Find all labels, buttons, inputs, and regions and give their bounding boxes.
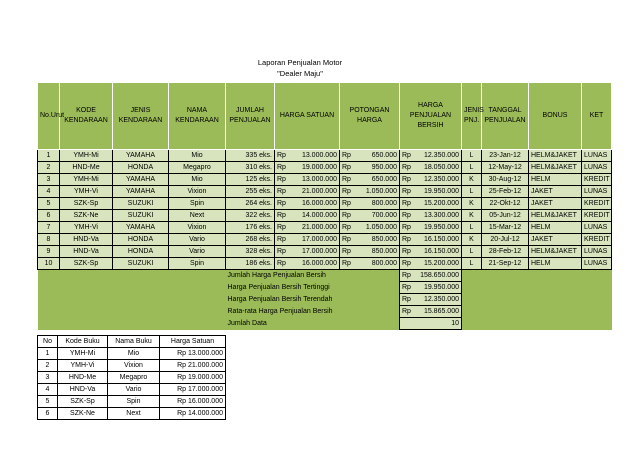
cell-jumlah: 322 eks. <box>226 210 275 222</box>
cell-potongan <box>340 234 400 246</box>
cell-harga-satuan-value: 21.000.000 <box>301 223 337 231</box>
cell-harga-satuan-wrap <box>277 163 337 173</box>
cell-harga-satuan <box>275 258 340 270</box>
buku-cell-no: 2 <box>38 360 58 372</box>
cell-ket: LUNAS <box>582 186 612 198</box>
header-no: No.Urut <box>38 83 60 150</box>
header-potongan: POTONGAN HARGA <box>340 83 400 150</box>
currency-label: Rp <box>342 175 351 183</box>
report-title: Laporan Penjualan Motor <box>257 58 343 67</box>
cell-jumlah: 264 eks. <box>226 198 275 210</box>
currency-label: Rp <box>402 235 411 243</box>
summary-row <box>38 270 612 282</box>
cell-potongan <box>340 186 400 198</box>
table-row <box>38 258 612 270</box>
currency-label: Rp <box>277 235 286 243</box>
cell-harga-bersih-wrap <box>402 223 459 233</box>
cell-potongan-wrap <box>342 223 397 233</box>
cell-no: 1 <box>38 150 60 162</box>
cell-kode: SZK-Sp <box>60 258 113 270</box>
buku-table <box>37 335 226 420</box>
cell-potongan <box>340 150 400 162</box>
cell-tanggal: 20-Jul-12 <box>482 234 529 246</box>
cell-jenis: HONDA <box>113 162 169 174</box>
cell-harga-bersih-value: 12.350.000 <box>423 151 459 159</box>
currency-label: Rp <box>402 295 411 303</box>
buku-cell-no: 4 <box>38 384 58 396</box>
buku-cell-nama: Next <box>108 408 160 420</box>
cell-potongan-wrap <box>342 259 397 269</box>
table-row <box>38 174 612 186</box>
cell-harga-bersih-value: 19.950.000 <box>423 187 459 195</box>
cell-nama: Megapro <box>169 162 226 174</box>
cell-harga-satuan-wrap <box>277 175 337 185</box>
currency-label: Rp <box>342 259 351 267</box>
cell-kode: YMH-Mi <box>60 174 113 186</box>
buku-cell-kode: HND-Me <box>58 372 108 384</box>
cell-harga-bersih-wrap <box>402 199 459 209</box>
header-harga-penjualan: HARGA PENJUALAN BERSIH <box>400 83 462 150</box>
cell-harga-bersih <box>400 162 462 174</box>
buku-cell-no: 3 <box>38 372 58 384</box>
buku-row <box>38 360 226 372</box>
cell-potongan-wrap <box>342 175 397 185</box>
currency-label: Rp <box>342 199 351 207</box>
cell-ket: KREDIT <box>582 198 612 210</box>
cell-harga-satuan-value: 21.000.000 <box>301 187 337 195</box>
cell-bonus: JAKET <box>529 234 582 246</box>
summary-value-value: 12.350.000 <box>423 295 459 303</box>
cell-nama: Next <box>169 210 226 222</box>
header-jenis: JENIS KENDARAAN <box>113 83 169 150</box>
table-header-row <box>38 83 612 150</box>
cell-harga-satuan <box>275 210 340 222</box>
cell-harga-bersih-wrap <box>402 175 459 185</box>
cell-ket: KREDIT <box>582 174 612 186</box>
summary-label: Jumlah Harga Penjualan Bersih <box>226 270 400 282</box>
header-bonus: BONUS <box>529 83 582 150</box>
buku-cell-no: 5 <box>38 396 58 408</box>
cell-no: 10 <box>38 258 60 270</box>
buku-cell-harga: Rp 19.000.000 <box>160 372 226 384</box>
cell-nama: Spin <box>169 198 226 210</box>
cell-harga-bersih <box>400 234 462 246</box>
cell-tanggal: 22-Okt-12 <box>482 198 529 210</box>
cell-harga-satuan-value: 19.000.000 <box>301 163 337 171</box>
currency-label: Rp <box>402 283 411 291</box>
cell-ket: KREDIT <box>582 210 612 222</box>
cell-potongan-value: 650.000 <box>371 151 397 159</box>
cell-bonus: HELM <box>529 258 582 270</box>
cell-no: 3 <box>38 174 60 186</box>
cell-potongan-value: 850.000 <box>371 235 397 243</box>
currency-label: Rp <box>402 187 411 195</box>
cell-harga-satuan <box>275 198 340 210</box>
cell-tanggal: 21-Sep-12 <box>482 258 529 270</box>
buku-cell-nama: Spin <box>108 396 160 408</box>
cell-ket: KREDIT <box>582 234 612 246</box>
cell-kode: YMH-Vi <box>60 186 113 198</box>
header-tanggal: TANGGAL PENJUALAN <box>482 83 529 150</box>
currency-label: Rp <box>277 211 286 219</box>
buku-cell-no: 6 <box>38 408 58 420</box>
buku-cell-kode: SZK-Ne <box>58 408 108 420</box>
header-harga-satuan: HARGA SATUAN <box>275 83 340 150</box>
cell-pnj: K <box>462 174 482 186</box>
summary-value-value: 15.865.000 <box>423 307 459 315</box>
cell-harga-bersih-value: 15.200.000 <box>423 199 459 207</box>
cell-bonus: JAKET <box>529 186 582 198</box>
cell-harga-bersih-value: 12.350.000 <box>423 175 459 183</box>
cell-pnj: K <box>462 234 482 246</box>
cell-jumlah: 176 eks. <box>226 222 275 234</box>
summary-label: Rata-rata Harga Penjualan Bersih <box>226 306 400 318</box>
cell-potongan-wrap <box>342 247 397 257</box>
summary-label: Harga Penjualan Bersih Terendah <box>226 294 400 306</box>
cell-potongan-value: 800.000 <box>371 199 397 207</box>
currency-label: Rp <box>342 163 351 171</box>
cell-kode: YMH-Vi <box>60 222 113 234</box>
currency-label: Rp <box>402 175 411 183</box>
cell-potongan <box>340 246 400 258</box>
currency-label: Rp <box>277 163 286 171</box>
currency-label: Rp <box>342 151 351 159</box>
cell-tanggal: 25-Feb-12 <box>482 186 529 198</box>
cell-potongan-value: 1.050.000 <box>365 187 397 195</box>
currency-label: Rp <box>277 187 286 195</box>
summary-label: Jumlah Data <box>226 318 400 330</box>
cell-harga-bersih-wrap <box>402 187 459 197</box>
currency-label: Rp <box>277 151 286 159</box>
cell-bonus: HELM <box>529 174 582 186</box>
table-row <box>38 162 612 174</box>
header-jumlah: JUMLAH PENJUALAN <box>226 83 275 150</box>
currency-label: Rp <box>402 271 411 279</box>
summary-value-wrap <box>402 295 459 305</box>
cell-ket: LUNAS <box>582 150 612 162</box>
buku-cell-harga: Rp 17.000.000 <box>160 384 226 396</box>
cell-jumlah: 268 eks. <box>226 234 275 246</box>
cell-harga-satuan <box>275 150 340 162</box>
buku-header-nama: Nama Buku <box>108 336 160 348</box>
cell-no: 7 <box>38 222 60 234</box>
cell-harga-bersih-wrap <box>402 163 459 173</box>
buku-row <box>38 408 226 420</box>
cell-potongan-wrap <box>342 211 397 221</box>
summary-value-wrap <box>402 271 459 281</box>
cell-jenis: YAMAHA <box>113 186 169 198</box>
cell-harga-bersih-wrap <box>402 235 459 245</box>
cell-harga-bersih <box>400 174 462 186</box>
buku-cell-harga: Rp 21.000.000 <box>160 360 226 372</box>
cell-tanggal: 28-Feb-12 <box>482 246 529 258</box>
cell-harga-satuan-value: 13.000.000 <box>301 151 337 159</box>
cell-potongan-value: 950.000 <box>371 163 397 171</box>
cell-nama: Mio <box>169 150 226 162</box>
buku-header-row <box>38 336 226 348</box>
currency-label: Rp <box>402 199 411 207</box>
buku-row <box>38 348 226 360</box>
cell-tanggal: 15-Mar-12 <box>482 222 529 234</box>
cell-harga-bersih-value: 13.300.000 <box>423 211 459 219</box>
report-subtitle: "Dealer Maju" <box>277 69 323 78</box>
cell-harga-satuan-wrap <box>277 151 337 161</box>
cell-kode: SZK-Ne <box>60 210 113 222</box>
cell-potongan-wrap <box>342 235 397 245</box>
currency-label: Rp <box>402 163 411 171</box>
summary-value <box>400 282 462 294</box>
cell-harga-bersih <box>400 246 462 258</box>
currency-label: Rp <box>402 211 411 219</box>
buku-cell-nama: Vario <box>108 384 160 396</box>
cell-no: 4 <box>38 186 60 198</box>
cell-harga-satuan <box>275 174 340 186</box>
cell-harga-bersih-wrap <box>402 247 459 257</box>
cell-potongan-wrap <box>342 187 397 197</box>
cell-tanggal: 05-Jun-12 <box>482 210 529 222</box>
cell-jumlah: 125 eks. <box>226 174 275 186</box>
table-row <box>38 150 612 162</box>
cell-pnj: K <box>462 198 482 210</box>
summary-blank-left <box>38 270 226 330</box>
currency-label: Rp <box>402 151 411 159</box>
cell-harga-bersih <box>400 222 462 234</box>
cell-harga-bersih-wrap <box>402 259 459 269</box>
header-nama: NAMA KENDARAAN <box>169 83 226 150</box>
cell-potongan-value: 650.000 <box>371 175 397 183</box>
cell-harga-satuan <box>275 222 340 234</box>
currency-label: Rp <box>342 211 351 219</box>
cell-potongan-value: 700.000 <box>371 211 397 219</box>
cell-ket: LUNAS <box>582 222 612 234</box>
currency-label: Rp <box>342 223 351 231</box>
cell-harga-bersih-value: 16.150.000 <box>423 235 459 243</box>
cell-potongan <box>340 258 400 270</box>
table-row <box>38 246 612 258</box>
cell-pnj: L <box>462 162 482 174</box>
cell-harga-satuan-wrap <box>277 199 337 209</box>
cell-harga-satuan-value: 13.000.000 <box>301 175 337 183</box>
currency-label: Rp <box>402 259 411 267</box>
cell-pnj: L <box>462 222 482 234</box>
sales-table <box>37 82 612 330</box>
buku-header-kode: Kode Buku <box>58 336 108 348</box>
currency-label: Rp <box>402 247 411 255</box>
currency-label: Rp <box>277 247 286 255</box>
buku-header-no: No <box>38 336 58 348</box>
cell-tanggal: 23-Jan-12 <box>482 150 529 162</box>
cell-jenis: SUZUKI <box>113 210 169 222</box>
cell-jumlah: 328 eks. <box>226 246 275 258</box>
table-row <box>38 210 612 222</box>
buku-cell-no: 1 <box>38 348 58 360</box>
cell-kode: SZK-Sp <box>60 198 113 210</box>
cell-jumlah: 186 eks. <box>226 258 275 270</box>
cell-nama: Mio <box>169 174 226 186</box>
cell-jenis: HONDA <box>113 246 169 258</box>
buku-row <box>38 372 226 384</box>
table-row <box>38 234 612 246</box>
cell-pnj: L <box>462 186 482 198</box>
cell-harga-bersih-value: 19.950.000 <box>423 223 459 231</box>
buku-header-harga: Harga Satuan <box>160 336 226 348</box>
cell-harga-satuan-wrap <box>277 211 337 221</box>
buku-cell-harga: Rp 16.000.000 <box>160 396 226 408</box>
cell-jenis: HONDA <box>113 234 169 246</box>
cell-jumlah: 335 eks. <box>226 150 275 162</box>
cell-kode: HND-Va <box>60 246 113 258</box>
cell-nama: Spin <box>169 258 226 270</box>
currency-label: Rp <box>342 187 351 195</box>
cell-harga-satuan-value: 17.000.000 <box>301 235 337 243</box>
cell-bonus: HELM&JAKET <box>529 246 582 258</box>
cell-harga-satuan-value: 16.000.000 <box>301 259 337 267</box>
cell-harga-bersih <box>400 258 462 270</box>
cell-potongan <box>340 210 400 222</box>
cell-potongan <box>340 174 400 186</box>
cell-nama: Vixion <box>169 186 226 198</box>
cell-harga-satuan <box>275 246 340 258</box>
cell-bonus: HELM&JAKET <box>529 210 582 222</box>
buku-cell-kode: HND-Va <box>58 384 108 396</box>
cell-harga-bersih-value: 15.200.000 <box>423 259 459 267</box>
summary-value-value: 19.950.000 <box>423 283 459 291</box>
buku-cell-nama: Vixion <box>108 360 160 372</box>
cell-bonus: JAKET <box>529 198 582 210</box>
cell-harga-bersih-wrap <box>402 211 459 221</box>
cell-jenis: SUZUKI <box>113 258 169 270</box>
cell-tanggal: 30-Aug-12 <box>482 174 529 186</box>
cell-no: 5 <box>38 198 60 210</box>
header-jenis-pnj: JENIS PNJ. <box>462 83 482 150</box>
cell-bonus: HELM <box>529 222 582 234</box>
cell-pnj: K <box>462 210 482 222</box>
table-row <box>38 222 612 234</box>
cell-pnj: L <box>462 150 482 162</box>
summary-value <box>400 270 462 282</box>
currency-label: Rp <box>277 175 286 183</box>
cell-potongan <box>340 162 400 174</box>
summary-value-wrap <box>402 307 459 317</box>
cell-no: 6 <box>38 210 60 222</box>
cell-harga-bersih <box>400 210 462 222</box>
cell-harga-satuan-wrap <box>277 259 337 269</box>
cell-bonus: HELM&JAKET <box>529 162 582 174</box>
header-ket: KET <box>582 83 612 150</box>
cell-harga-bersih-value: 16.150.000 <box>423 247 459 255</box>
cell-harga-bersih-wrap <box>402 151 459 161</box>
table-row <box>38 186 612 198</box>
cell-harga-satuan-wrap <box>277 235 337 245</box>
cell-jenis: SUZUKI <box>113 198 169 210</box>
cell-harga-bersih <box>400 198 462 210</box>
summary-blank-right <box>462 270 612 330</box>
buku-cell-kode: YMH-Mi <box>58 348 108 360</box>
cell-harga-satuan <box>275 234 340 246</box>
currency-label: Rp <box>277 199 286 207</box>
cell-harga-satuan-value: 14.000.000 <box>301 211 337 219</box>
cell-no: 2 <box>38 162 60 174</box>
buku-cell-nama: Mio <box>108 348 160 360</box>
summary-value <box>400 306 462 318</box>
cell-harga-satuan-wrap <box>277 223 337 233</box>
cell-harga-satuan-value: 16.000.000 <box>301 199 337 207</box>
cell-potongan-wrap <box>342 199 397 209</box>
cell-harga-bersih <box>400 150 462 162</box>
currency-label: Rp <box>342 235 351 243</box>
summary-value <box>400 294 462 306</box>
currency-label: Rp <box>277 259 286 267</box>
cell-no: 9 <box>38 246 60 258</box>
cell-tanggal: 12-May-12 <box>482 162 529 174</box>
cell-potongan-value: 800.000 <box>371 259 397 267</box>
cell-ket: LUNAS <box>582 162 612 174</box>
buku-row <box>38 384 226 396</box>
cell-kode: YMH-Mi <box>60 150 113 162</box>
cell-jumlah: 310 eks. <box>226 162 275 174</box>
cell-potongan-value: 1.050.000 <box>365 223 397 231</box>
cell-jenis: YAMAHA <box>113 222 169 234</box>
summary-value-wrap <box>402 283 459 293</box>
cell-pnj: L <box>462 246 482 258</box>
buku-row <box>38 396 226 408</box>
cell-pnj: L <box>462 258 482 270</box>
header-kode: KODE KENDARAAN <box>60 83 113 150</box>
cell-ket: LUNAS <box>582 258 612 270</box>
currency-label: Rp <box>402 223 411 231</box>
summary-label: Harga Penjualan Bersih Tertinggi <box>226 282 400 294</box>
cell-harga-satuan-wrap <box>277 247 337 257</box>
cell-nama: Vixion <box>169 222 226 234</box>
cell-ket: LUNAS <box>582 246 612 258</box>
cell-harga-satuan <box>275 162 340 174</box>
currency-label: Rp <box>402 307 411 315</box>
cell-jenis: YAMAHA <box>113 150 169 162</box>
buku-cell-kode: YMH-Vi <box>58 360 108 372</box>
cell-harga-satuan <box>275 186 340 198</box>
summary-value: 10 <box>400 318 462 330</box>
buku-cell-harga: Rp 14.000.000 <box>160 408 226 420</box>
cell-kode: HND-Va <box>60 234 113 246</box>
currency-label: Rp <box>342 247 351 255</box>
buku-cell-nama: Megapro <box>108 372 160 384</box>
table-row <box>38 198 612 210</box>
cell-potongan-wrap <box>342 151 397 161</box>
cell-nama: Vario <box>169 234 226 246</box>
cell-harga-satuan-value: 17.000.000 <box>301 247 337 255</box>
cell-no: 8 <box>38 234 60 246</box>
cell-nama: Vario <box>169 246 226 258</box>
cell-bonus: HELM&JAKET <box>529 150 582 162</box>
cell-potongan <box>340 198 400 210</box>
cell-kode: HND-Me <box>60 162 113 174</box>
buku-cell-harga: Rp 13.000.000 <box>160 348 226 360</box>
buku-cell-kode: SZK-Sp <box>58 396 108 408</box>
currency-label: Rp <box>277 223 286 231</box>
cell-potongan-wrap <box>342 163 397 173</box>
cell-jumlah: 255 eks. <box>226 186 275 198</box>
cell-potongan-value: 850.000 <box>371 247 397 255</box>
cell-potongan <box>340 222 400 234</box>
cell-jenis: YAMAHA <box>113 174 169 186</box>
cell-harga-bersih-value: 18.050.000 <box>423 163 459 171</box>
summary-value-value: 158.650.000 <box>420 271 459 279</box>
cell-harga-bersih <box>400 186 462 198</box>
cell-harga-satuan-wrap <box>277 187 337 197</box>
